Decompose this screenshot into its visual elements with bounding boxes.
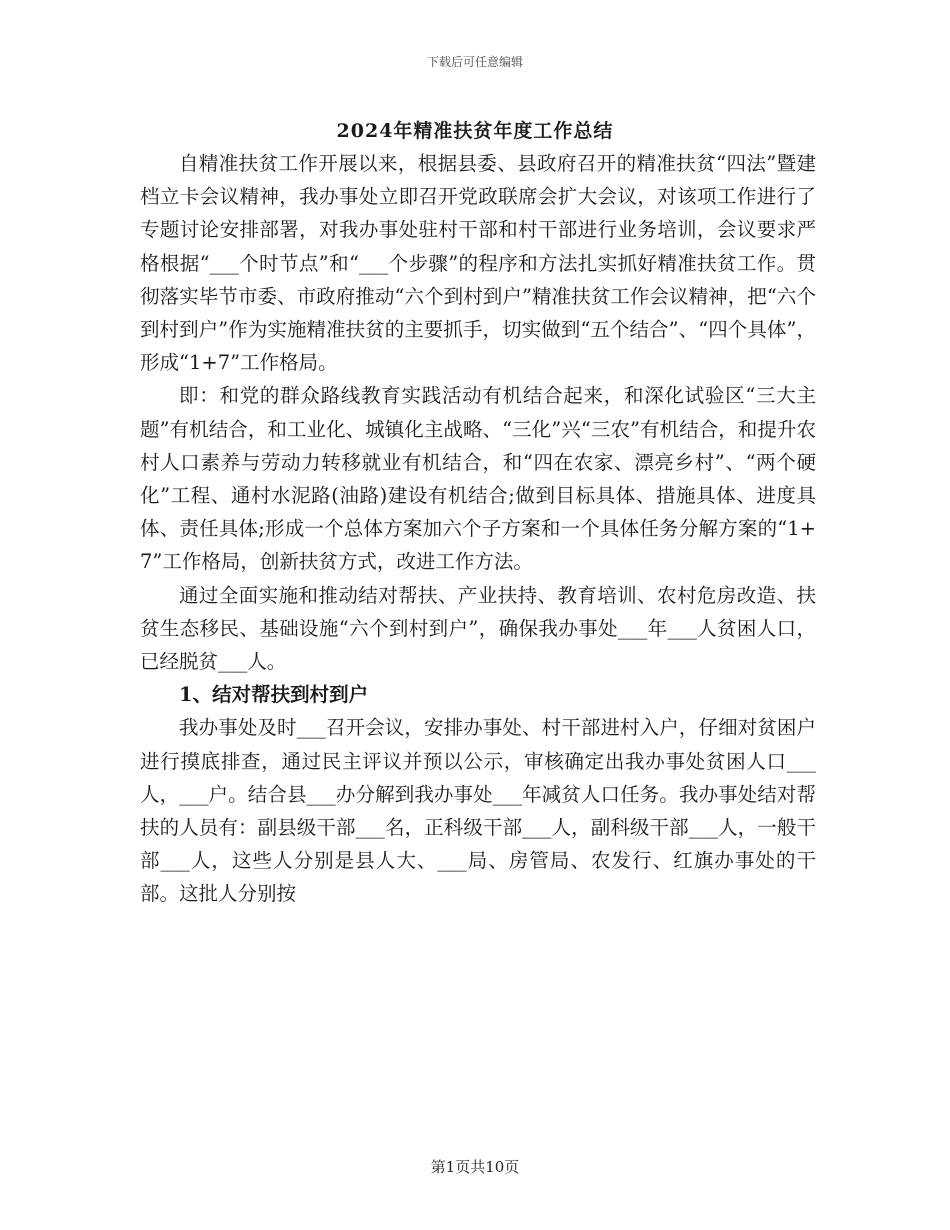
section-heading: 1、结对帮扶到村到户 [179, 683, 369, 707]
page-number: 第1页共10页 [430, 1158, 520, 1176]
paragraph-intro: 自精准扶贫工作开展以来，根据县委、县政府召开的精准扶贫“四法”暨建档立卡会议精神，我办事处立即召开党政联席会扩大会议，对该项工作进行了专题讨论安排部署，对我办事处驻村干部和村干部进行业务培训，会议要求严格根据“___个时节点”和“___个步骤”的程序和方法扎实抓好精准扶贫工作。贯彻落实毕节市委、市政府推动“六个到村到户”精准扶贫工作会议精神，把“六个到村到户”作为实施精准扶贫的主要抓手，切实做到“五个结合”、“四个具体”，形成“1+7”工作格局。 [140, 152, 816, 375]
paragraph-six-measures: 通过全面实施和推动结对帮扶、产业扶持、教育培训、农村危房改造、扶贫生态移民、基础设施“六个到村到户”，确保我办事处___年___人贫困人口，已经脱贫___人。 [140, 583, 816, 674]
paragraph-pairing-assistance: 我办事处及时___召开会议，安排办事处、村干部进村入户，仔细对贫困户进行摸底排查，通过民主评议并预以公示，审核确定出我办事处贫困人口___人，___户。结合县___办分解到我办事处___年减贫人口任务。我办事处结对帮扶的人员有：副县级干部___名，正科级干部___人，副科级干部___人，一般干部___人，这些人分别是县人大、___局、房管局、农发行、红旗办事处的干部。这批人分别按 [140, 716, 816, 906]
paragraph-combinations: 即：和党的群众路线教育实践活动有机结合起来，和深化试验区“三大主题”有机结合，和工业化、城镇化主战略、“三化”兴“三农”有机结合，和提升农村人口素养与劳动力转移就业有机结合，和“四在农家、漂亮乡村”、“两个硬化”工程、通村水泥路(油路)建设有机结合;做到目标具体、措施具体、进度具体、责任具体;形成一个总体方案加六个子方案和一个具体任务分解方案的“1+7”工作格局，创新扶贫方式，改进工作方法。 [140, 384, 816, 574]
document-title: 2024年精准扶贫年度工作总结 [336, 120, 614, 142]
document-body [140, 147, 816, 911]
page-header-note: 下载后可任意编辑 [426, 55, 523, 69]
